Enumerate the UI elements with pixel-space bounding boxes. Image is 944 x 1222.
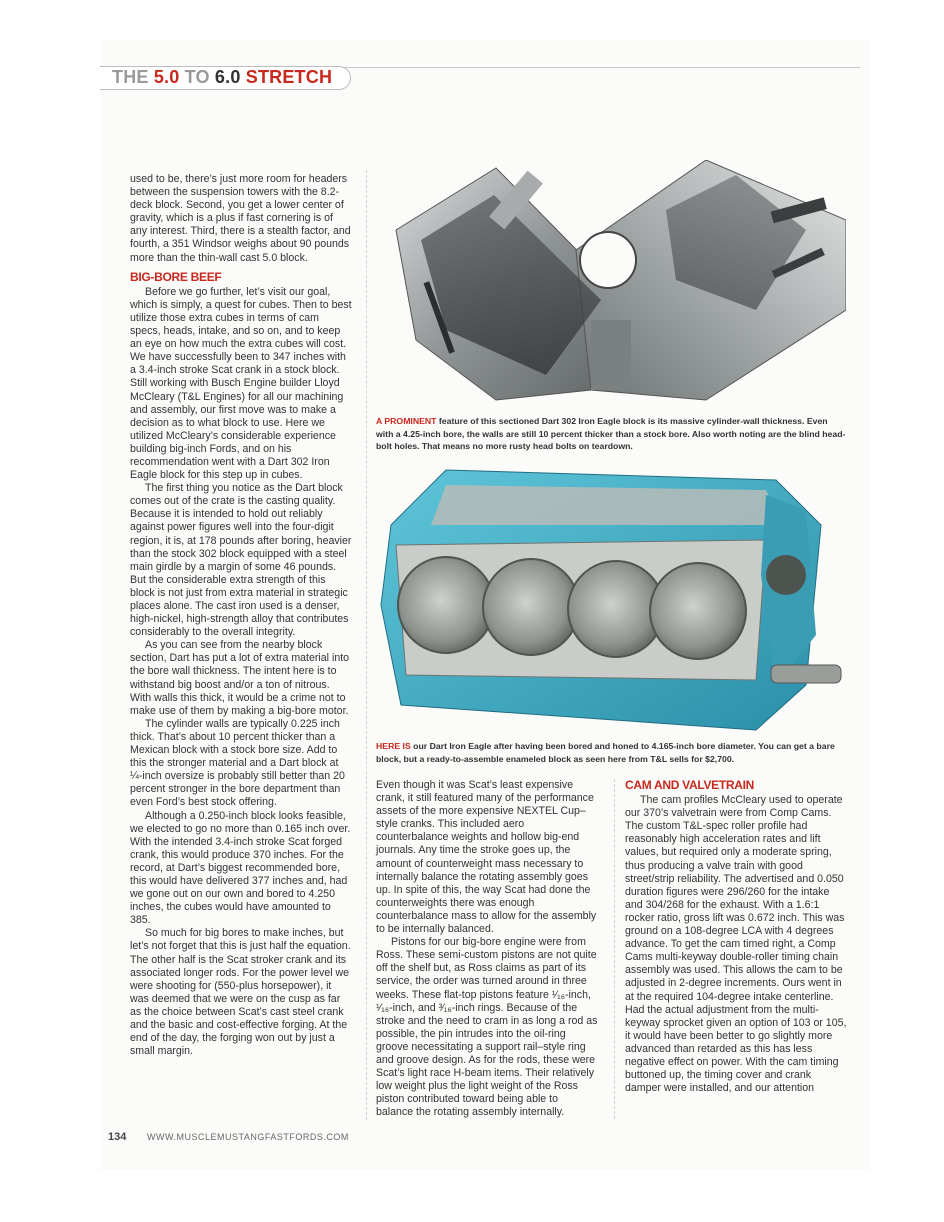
- caption-sectioned-block: [376, 415, 846, 453]
- subhead-big-bore-beef: BIG-BORE BEEF: [130, 269, 222, 284]
- paragraph: Pistons for our big-bore engine were from Ross. These semi-custom pistons are not quite off the shelf but, as Ross claims as part of its service, the order was turned around in three weeks. These flat-top pistons feature ¹⁄₁₆-inch, ¹⁄₁₆-inch, and ³⁄₁₆-inch rings. Because of the stroke and the need to cram in as long a rod as possible, the pin intrudes into the oil-ring groove necessitating a support rail–style ring and groove design. As for the rods, these were Scat’s light race H-beam items. Their relatively low weight plus the light weight of the Ross piston contributed toward being able to balance the rotating assembly internally.: [376, 936, 598, 1119]
- title-the: THE: [112, 67, 154, 87]
- page-number: 134: [108, 1131, 127, 1143]
- photo-blue-block: [376, 455, 846, 735]
- subhead-cam-and-valvetrain: CAM AND VALVETRAIN: [625, 778, 755, 792]
- paragraph: The cam profiles McCleary used to operate our 370’s valvetrain were from Comp Cams. The custom T&L-spec roller profile had reasonably high acceleration rates and lift values, but required only a moderate spring, thus producing a valve train with good street/strip reliability. The advertised and 0.050 duration figures were 296/260 for the intake and 304/268 for the exhaust. With a 1.6:1 rocker ratio, gross lift was 0.672 inch. This was ground on a 108-degree LCA with 4 degrees advance. To get the cam timed right, a Comp Cams multi-keyway double-roller timing chain assembly was used. This allows the cam to be adjusted in 2-degree increments. Ours went in at the required 104-degree intake centerline. Had the actual adjustment from the multi-keyway sprocket given an option of 103 or 105, it would have been better to go slightly more advanced than retarded as this has less negative effect on power. With the cam timing buttoned up, the timing cover and crank damper were installed, and our attention: [625, 794, 847, 1095]
- website-url: WWW.MUSCLEMUSTANGFASTFORDS.COM: [147, 1132, 349, 1142]
- caption-lead: HERE IS: [376, 741, 411, 751]
- caption-text: feature of this sectioned Dart 302 Iron Eagle block is its massive cylinder-wall thickness. Even with a 4.25-inch bore, the walls are still 10 percent thicker than a stock bore. Also worth noting are the blind head-bolt holes. That means no more rusty head bolts on teardown.: [376, 416, 846, 452]
- paragraph: So much for big bores to make inches, but let’s not forget that this is just half the equation. The other half is the Scat stroker crank and its associated longer rods. For the power level we were shooting for (550-plus horsepower), it was deemed that we were on the cusp as far as the choice between Scat’s cast steel crank and the basic and cost-effective forging. At the end of the day, the forging won out by just a small margin.: [130, 927, 351, 1058]
- title-to: TO: [179, 67, 215, 87]
- paragraph: Before we go further, let’s visit our goal, which is simply, a quest for cubes. Then to best utilize those extra cubes in terms of cam specs, heads, intake, and so on, and to keep an eye on how much the extra cubes will cost. We have successfully been to 347 inches with a 3.4-inch stroke Scat crank in a stock block. Still working with Busch Engine builder Lloyd McCleary (T&L Engines) for all our machining and assembly, our first move was to make a decision as to what block to use. Here we utilized McCleary’s considerable experience building big-inch Fords, and on his recommendation went with a Dart 302 Iron Eagle block for this step up in cubes.: [130, 285, 352, 482]
- paragraph: The cylinder walls are typically 0.225 inch thick. That’s about 10 percent thicker than a Mexican block with a stock bore size. Add to this the stronger material and a Dart block at ¼-inch oversize is probably still better than 20 percent stronger in the bore department than even Ford’s best stock offering.: [130, 717, 345, 809]
- paragraph: The first thing you notice as the Dart block comes out of the crate is the casting quality. Because it is intended to hold out reliably against power figures well into the four-digit region, it is, at 178 pounds after boring, heavier than the stock 302 block equipped with a steel main girdle by a margin of some 46 pounds. But the considerable extra strength of this block is not just from extra material in strategic places alone. The cast iron used is a denser, high-nickel, high-strength alloy that contributes considerably to the overall integrity.: [130, 482, 352, 639]
- caption-lead: A PROMINENT: [376, 416, 437, 426]
- column-3: [625, 779, 849, 1095]
- photo-sectioned-block: [376, 160, 846, 410]
- caption-text: our Dart Iron Eagle after having been bored and honed to 4.165-inch bore diameter. You can get a bare block, but a ready-to-assemble enameled block as seen here from T&L sells for $2,700.: [376, 741, 835, 764]
- column-divider: [366, 170, 367, 1120]
- paragraph: Even though it was Scat’s least expensive crank, it still featured many of the performance assets of the more expensive NEXTEL Cup–style cranks. This included aero counterbalance weights and hollow big-end journals. Any time the stroke goes up, the amount of counterweight mass necessary to internally balance the rotating assembly goes up. In spite of this, the way Scat had done the counterweights there was enough counterbalance mass to allow for the assembly to be internally balanced.: [376, 779, 597, 936]
- caption-blue-block: [376, 740, 846, 765]
- paragraph: used to be, there’s just more room for headers between the suspension towers with the 8.2-deck block. Second, you get a lower center of gravity, which is a plus if fast cornering is of any interest. Third, there is a stealth factor, and fourth, a 351 Windsor weighs about 90 pounds more than the thin-wall cast 5.0 block.: [130, 173, 351, 264]
- column-divider: [614, 779, 615, 1119]
- paragraph: Although a 0.250-inch block looks feasible, we elected to go no more than 0.165 inch over. With the intended 3.4-inch stroke Scat forged crank, this would produce 370 inches. For the record, at Dart’s biggest recommended bore, this would have delivered 377 inches and, had we gone out on our own and bored to 4.250 inches, the cubes would have amounted to 385.: [130, 809, 351, 927]
- column-1: [130, 173, 352, 1058]
- blue-block-image: [376, 455, 846, 735]
- title-v2: 6.0: [214, 67, 241, 87]
- title-stretch: STRETCH: [240, 67, 333, 87]
- title-v1: 5.0: [153, 67, 180, 87]
- column-2: [376, 779, 598, 1119]
- paragraph: As you can see from the nearby block section, Dart has put a lot of extra material into the bore wall thickness. The intent here is to withstand big boost and/or a ton of nitrous. With walls this thick, it would be a crime not to make use of them by making a big-bore motor.: [130, 639, 350, 717]
- section-title: [112, 66, 332, 88]
- sectioned-block-image: [376, 160, 846, 410]
